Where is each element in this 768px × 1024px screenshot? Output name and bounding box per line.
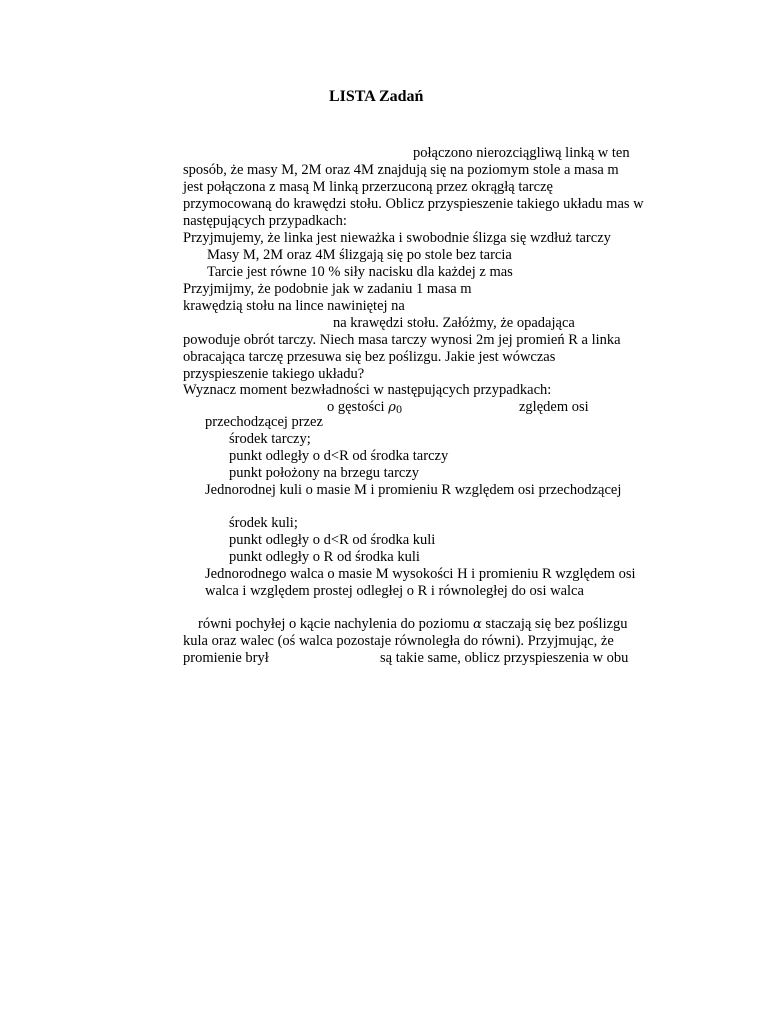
text-line: Masy M, 2M oraz 4M ślizgają się po stole bez tarcia: [207, 247, 512, 263]
text-line: następujących przypadkach:: [183, 213, 347, 229]
text-line: punkt odległy o R od środka kuli: [229, 549, 420, 565]
text-line: punkt odległy o d<R od środka tarczy: [229, 448, 449, 464]
text-line: punkt odległy o d<R od środka kuli: [229, 532, 436, 548]
text-line: są takie same, oblicz przyspieszenia w obu: [380, 650, 629, 666]
text-line: powoduje obrót tarczy. Niech masa tarczy wynosi 2m jej promień R a linka: [183, 332, 621, 348]
text-fragment: o gęstości: [327, 399, 385, 415]
text-line: promienie brył: [183, 650, 269, 666]
text-line: punkt położony na brzegu tarczy: [229, 465, 420, 481]
page-title: LISTA Zadań: [329, 88, 424, 105]
alpha-symbol: α: [473, 617, 482, 632]
text-line: sposób, że masy M, 2M oraz 4M znajdują się na poziomym stole a masa m: [183, 162, 619, 178]
text-line: obracająca tarczę przesuwa się bez poślizgu. Jakie jest wówczas: [183, 349, 556, 365]
rho-subscript: 0: [395, 405, 403, 416]
text-line: środek tarczy;: [229, 431, 311, 447]
text-line: Jednorodnej kuli o masie M i promieniu R względem osi przechodzącej: [205, 482, 622, 498]
text-line: Przyjmijmy, że podobnie jak w zadaniu 1 masa m: [183, 281, 472, 297]
text-line-incline: [198, 616, 628, 633]
text-line: Wyznacz moment bezwładności w następujących przypadkach:: [183, 382, 552, 398]
text-line: Jednorodnego walca o masie M wysokości H i promieniu R względem osi: [205, 566, 636, 582]
text-line: walca i względem prostej odległej o R i równoległej do osi walca: [205, 583, 584, 599]
text-fragment: równi pochyłej o kącie nachylenia do poziomu: [198, 616, 470, 632]
text-line: przymocowaną do krawędzi stołu. Oblicz przyspieszenie takiego układu mas w: [183, 196, 644, 212]
text-line: kula oraz walec (oś walca pozostaje równoległa do równi). Przyjmując, że: [183, 633, 614, 649]
text-line: jest połączona z masą M linką przerzuconą przez okrągłą tarczę: [183, 179, 553, 195]
text-line: na krawędzi stołu. Załóżmy, że opadająca: [333, 315, 575, 331]
text-line: środek kuli;: [229, 515, 298, 531]
text-line: krawędzią stołu na lince nawiniętej na: [183, 298, 405, 314]
text-line: połączono nierozciągliwą linką w ten: [413, 145, 630, 161]
text-line: zględem osi: [519, 399, 589, 415]
text-fragment: staczają się bez poślizgu: [485, 616, 628, 632]
text-line: przechodzącej przez: [205, 414, 323, 430]
rho-symbol: ρ: [388, 400, 396, 415]
text-line: przyspieszenie takiego układu?: [183, 366, 365, 382]
text-line: Tarcie jest równe 10 % siły nacisku dla każdej z mas: [207, 264, 513, 280]
text-line: Przyjmujemy, że linka jest nieważka i swobodnie ślizga się wzdłuż tarczy: [183, 230, 611, 246]
text-line-density: [327, 399, 402, 419]
